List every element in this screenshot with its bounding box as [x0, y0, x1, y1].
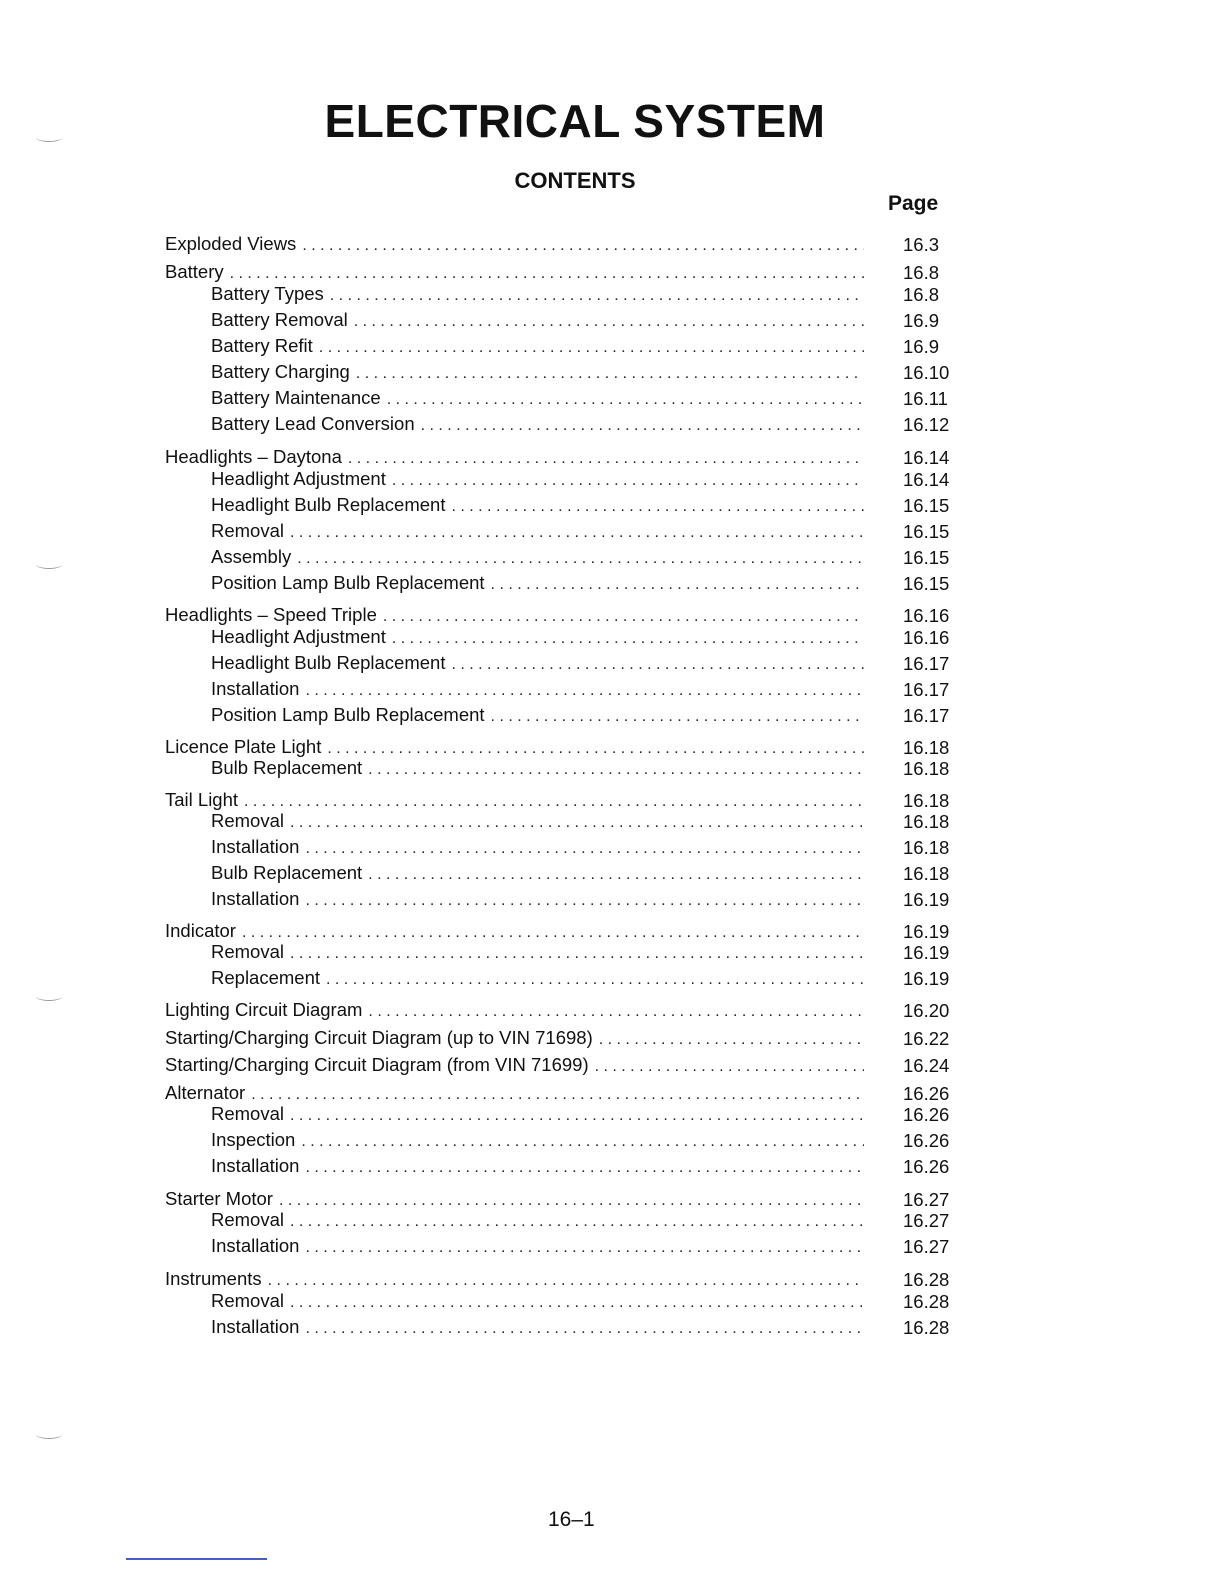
toc-entry-page: 16.15	[903, 495, 950, 516]
toc-entry-page: 16.19	[903, 921, 950, 942]
dot-leader	[290, 1107, 864, 1125]
toc-entry-page: 16.24	[903, 1055, 950, 1076]
toc-entry-label: Installation	[211, 1316, 300, 1337]
toc-entry-label: Battery Charging	[211, 361, 350, 382]
toc-entry-label: Indicator	[165, 920, 236, 941]
dot-leader	[244, 793, 864, 811]
dot-leader	[491, 576, 864, 594]
toc-entry-label: Removal	[211, 1209, 284, 1230]
toc-entry-label: Bulb Replacement	[211, 862, 363, 883]
scan-edge-mark	[36, 133, 62, 142]
toc-entry-page: 16.18	[903, 863, 950, 884]
dot-leader	[383, 608, 864, 626]
scan-edge-mark	[36, 1430, 62, 1439]
toc-entry-label: Headlight Bulb Replacement	[211, 494, 446, 515]
toc-entry-page: 16.18	[903, 758, 950, 779]
toc-entry-page: 16.20	[903, 1000, 950, 1021]
toc-subentry	[211, 546, 864, 570]
toc-subentry	[211, 572, 864, 596]
toc-entry-label: Alternator	[165, 1082, 246, 1103]
toc-subentry	[211, 335, 864, 359]
toc-entry-label: Exploded Views	[165, 233, 297, 254]
dot-leader	[387, 391, 864, 409]
toc-subentry	[211, 1103, 864, 1127]
toc-subentry	[211, 387, 864, 411]
dot-leader	[319, 339, 864, 357]
toc-entry-label: Inspection	[211, 1129, 296, 1150]
dot-leader	[305, 892, 864, 910]
page-column-heading: Page	[888, 192, 939, 215]
dot-leader	[368, 866, 864, 884]
toc-entry-label: Battery Maintenance	[211, 387, 381, 408]
toc-subentry	[211, 626, 864, 650]
toc-entry-label: Headlights – Daytona	[165, 446, 342, 467]
toc-entry-label: Replacement	[211, 967, 321, 988]
toc-entry-page: 16.18	[903, 811, 950, 832]
toc-entry-page: 16.15	[903, 547, 950, 568]
dot-leader	[330, 287, 864, 305]
toc-subentry	[211, 1235, 864, 1259]
dot-leader	[305, 1320, 864, 1338]
toc-entry-label: Removal	[211, 1103, 284, 1124]
toc-entry	[165, 604, 864, 628]
dot-leader	[305, 840, 864, 858]
toc-entry-page: 16.26	[903, 1130, 950, 1151]
toc-entry	[165, 233, 864, 257]
toc-entry-label: Headlight Bulb Replacement	[211, 652, 446, 673]
dot-leader	[451, 498, 864, 516]
toc-entry-label: Battery	[165, 261, 224, 282]
bottom-rule	[126, 1558, 267, 1560]
dot-leader	[290, 1213, 864, 1231]
toc-entry-label: Headlight Adjustment	[211, 626, 386, 647]
dot-leader	[290, 945, 864, 963]
toc-entry-page: 16.28	[903, 1317, 950, 1338]
toc-entry	[165, 261, 864, 285]
toc-entry-label: Battery Lead Conversion	[211, 413, 415, 434]
toc-entry-label: Starting/Charging Circuit Diagram (from VIN 71699)	[165, 1054, 589, 1075]
toc-entry-page: 16.22	[903, 1028, 950, 1049]
toc-subentry	[211, 1316, 864, 1340]
toc-subentry	[211, 361, 864, 385]
toc-subentry	[211, 468, 864, 492]
dot-leader	[421, 417, 864, 435]
toc-entry-label: Assembly	[211, 546, 292, 567]
toc-entry-page: 16.28	[903, 1269, 950, 1290]
toc-entry-page: 16.26	[903, 1083, 950, 1104]
toc-subentry	[211, 888, 864, 912]
dot-leader	[348, 450, 864, 468]
dot-leader	[305, 1239, 864, 1257]
contents-heading: CONTENTS	[514, 168, 636, 193]
toc-entry-label: Installation	[211, 1235, 300, 1256]
dot-leader	[451, 656, 864, 674]
toc-entry	[165, 446, 864, 470]
scan-edge-mark	[36, 992, 62, 1001]
toc-subentry	[211, 1129, 864, 1153]
toc-entry-label: Installation	[211, 836, 300, 857]
toc-entry-page: 16.27	[903, 1236, 950, 1257]
toc-subentry	[211, 836, 864, 860]
toc-entry-page: 16.18	[903, 790, 950, 811]
toc-entry-label: Battery Removal	[211, 309, 348, 330]
dot-leader	[268, 1272, 864, 1290]
toc-entry	[165, 1268, 864, 1292]
toc-subentry	[211, 413, 864, 437]
toc-entry	[165, 1027, 864, 1051]
toc-entry-page: 16.18	[903, 737, 950, 758]
toc-entry-label: Installation	[211, 678, 300, 699]
toc-entry-page: 16.19	[903, 942, 950, 963]
dot-leader	[392, 472, 864, 490]
toc-entry	[165, 999, 864, 1023]
toc-entry-page: 16.14	[903, 447, 950, 468]
toc-entry-page: 16.27	[903, 1210, 950, 1231]
toc-entry-page: 16.26	[903, 1104, 950, 1125]
toc-subentry	[211, 309, 864, 333]
toc-entry-label: Licence Plate Light	[165, 736, 322, 757]
toc-entry-label: Installation	[211, 1155, 300, 1176]
toc-entry-page: 16.17	[903, 679, 950, 700]
dot-leader	[290, 1294, 864, 1312]
toc-subentry	[211, 1209, 864, 1233]
dot-leader	[242, 924, 864, 942]
toc-entry-label: Battery Refit	[211, 335, 313, 356]
toc-entry-page: 16.8	[903, 284, 940, 305]
toc-entry-label: Headlights – Speed Triple	[165, 604, 377, 625]
toc-subentry	[211, 678, 864, 702]
toc-entry-page: 16.14	[903, 469, 950, 490]
dot-leader	[230, 265, 864, 283]
toc-entry-page: 16.15	[903, 521, 950, 542]
toc-entry-label: Removal	[211, 520, 284, 541]
toc-entry-label: Bulb Replacement	[211, 757, 363, 778]
toc-entry-label: Removal	[211, 810, 284, 831]
toc-entry-label: Starting/Charging Circuit Diagram (up to VIN 71698)	[165, 1027, 593, 1048]
toc-subentry	[211, 757, 864, 781]
toc-entry-page: 16.16	[903, 605, 950, 626]
toc-entry-label: Starter Motor	[165, 1188, 273, 1209]
toc-subentry	[211, 941, 864, 965]
dot-leader	[305, 682, 864, 700]
toc-subentry	[211, 652, 864, 676]
toc-entry-label: Lighting Circuit Diagram	[165, 999, 363, 1020]
dot-leader	[290, 524, 864, 542]
dot-leader	[354, 313, 864, 331]
page-title: ELECTRICAL SYSTEM	[324, 95, 826, 147]
dot-leader	[290, 814, 864, 832]
dot-leader	[491, 708, 864, 726]
toc-entry-page: 16.17	[903, 705, 950, 726]
toc-entry-label: Removal	[211, 941, 284, 962]
dot-leader	[297, 550, 864, 568]
toc-entry-page: 16.15	[903, 573, 950, 594]
toc-entry-label: Installation	[211, 888, 300, 909]
dot-leader	[599, 1031, 864, 1049]
dot-leader	[302, 237, 864, 255]
toc-entry-label: Removal	[211, 1290, 284, 1311]
toc-entry-page: 16.12	[903, 414, 950, 435]
toc-subentry	[211, 520, 864, 544]
toc-subentry	[211, 704, 864, 728]
toc-entry-label: Headlight Adjustment	[211, 468, 386, 489]
dot-leader	[326, 971, 864, 989]
toc-entry-page: 16.10	[903, 362, 950, 383]
toc-entry-label: Battery Types	[211, 283, 324, 304]
dot-leader	[251, 1086, 864, 1104]
toc-subentry	[211, 862, 864, 886]
toc-entry-page: 16.17	[903, 653, 950, 674]
toc-entry-page: 16.26	[903, 1156, 950, 1177]
toc-entry-label: Position Lamp Bulb Replacement	[211, 704, 485, 725]
toc-entry	[165, 1054, 864, 1078]
toc-entry-label: Position Lamp Bulb Replacement	[211, 572, 485, 593]
dot-leader	[279, 1192, 864, 1210]
toc-entry-page: 16.9	[903, 310, 940, 331]
dot-leader	[392, 630, 864, 648]
toc-entry-page: 16.8	[903, 262, 940, 283]
dot-leader	[368, 761, 864, 779]
toc-entry-page: 16.27	[903, 1189, 950, 1210]
toc-entry-label: Tail Light	[165, 789, 239, 810]
dot-leader	[327, 740, 864, 758]
toc-entry-label: Instruments	[165, 1268, 262, 1289]
toc-subentry	[211, 283, 864, 307]
dot-leader	[595, 1058, 864, 1076]
toc-subentry	[211, 967, 864, 991]
toc-subentry	[211, 1290, 864, 1314]
dot-leader	[301, 1133, 864, 1151]
toc-entry-page: 16.11	[903, 388, 948, 409]
page-number: 16–1	[548, 1508, 595, 1531]
toc-entry-page: 16.3	[903, 234, 940, 255]
toc-subentry	[211, 494, 864, 518]
toc-entry-page: 16.19	[903, 889, 950, 910]
toc-entry-page: 16.16	[903, 627, 950, 648]
toc-subentry	[211, 1155, 864, 1179]
dot-leader	[305, 1159, 864, 1177]
toc-subentry	[211, 810, 864, 834]
scan-edge-mark	[36, 560, 62, 569]
toc-entry-page: 16.28	[903, 1291, 950, 1312]
dot-leader	[368, 1003, 864, 1021]
toc-entry-page: 16.19	[903, 968, 950, 989]
dot-leader	[356, 365, 864, 383]
toc-entry-page: 16.18	[903, 837, 950, 858]
toc-entry-page: 16.9	[903, 336, 940, 357]
